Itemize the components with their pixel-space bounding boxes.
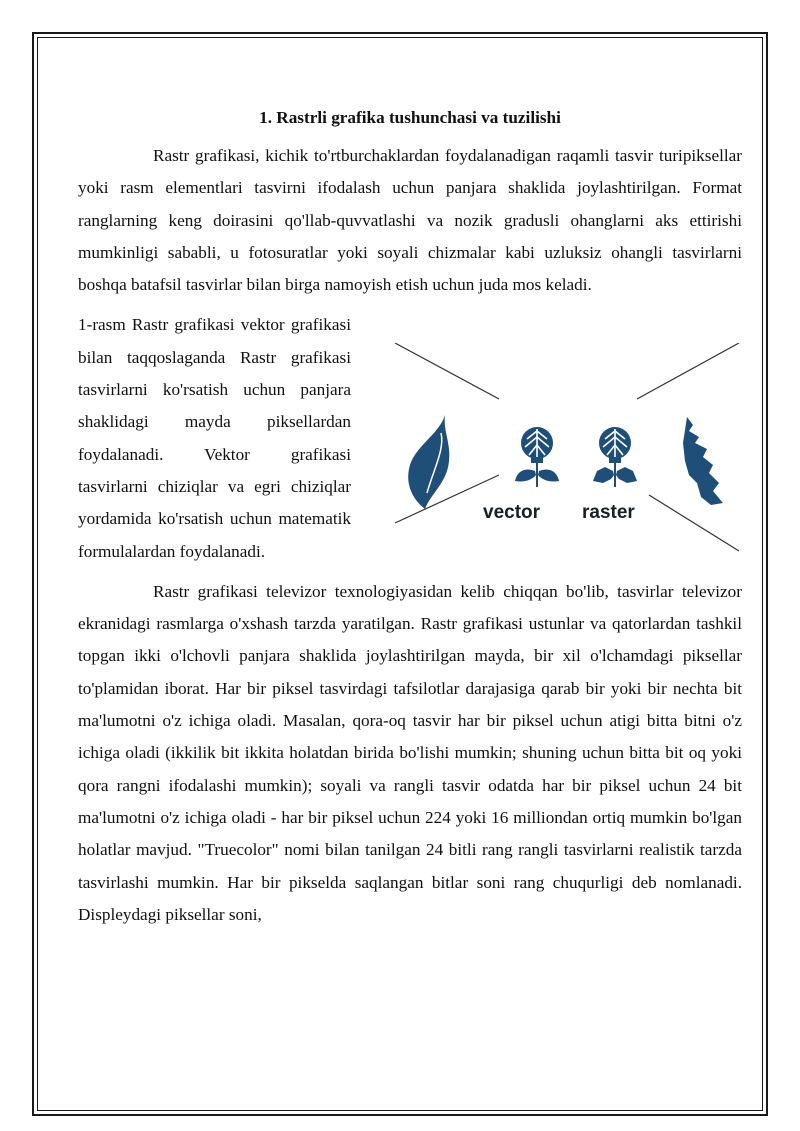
figure-block: [78, 309, 742, 567]
leaf-vector-icon: [408, 415, 449, 509]
paragraph-intro: Rastr grafikasi, kichik to'rtburchaklardan foydalanadigan raqamli tasvir turipiksellar yoki rasm elementlari tasvirni ifodalash uchun panjara shaklida joylashtirilgan. Format ranglarning keng doirasini qo'llab-quvvatlashi va nozik gradusli ohanglarni aks ettirishi mumkinligi sababli, u fotosuratlar yoki soyali chizmalar kabi uzluksiz ohangli tasvirlarni boshqa batafsil tasvirlar bilan birga namoyish etish uchun juda mos keladi.: [78, 146, 742, 295]
left-top-line: [395, 343, 499, 399]
vector-raster-illustration: [387, 343, 742, 559]
leaf-raster-icon: [683, 417, 723, 505]
thistle-vector-icon: [515, 427, 559, 487]
paragraph-body: Rastr grafikasi televizor texnologiyasidan kelib chiqqan bo'lib, tasvirlar televizor ekranidagi rasmlarga o'xshash tarzda yaratilgan. Rastr grafikasi ustunlar va qatorlardan tashkil topgan ikki o'lchovli panjara shaklida joylashtirilgan mayda, bir xil o'lchamdagi piksellar to'plamidan iborat. Har bir piksel tasvirdagi tafsilotlar darajasiga qarab bir yoki bir nechta bit ma'lumotni o'z ichiga oladi. Masalan, qora-oq tasvir har bir piksel uchun atigi bitta bitni o'z ichiga oladi (ikkilik bit ikkita holatdan birida bo'lishi mumkin; shuning uchun bitta bit oq yoki qora rangni ifodalashi mumkin); soyali va rangli tasvir odatda har bir piksel uchun 24 bit ma'lumotni o'z ichiga oladi - har bir piksel uchun 224 yoki 16 milliondan ortiq mumkin bo'lgan holatlar mavjud. "Truecolor" nomi bilan tanilgan 24 bitli rang rangli tasvirlarni realistik tarzda tasvirlashi mumkin. Har bir pikselda saqlangan bitlar soni rang chuqurligi deb nomlanadi. Displeydagi piksellar soni,: [78, 581, 742, 924]
label-raster: raster: [582, 502, 635, 524]
thistle-raster-icon: [593, 427, 637, 487]
figure-caption: 1-rasm Rastr grafikasi vektor grafikasi bilan taqqoslaganda Rastr grafikasi tasvirlarni ko'rsatish uchun panjara shaklidagi mayda piksellardan foydalanadi. Vektor grafikasi tasvirlarni chiziqlar va egri chiziqlar yordamida ko'rsatish uchun matematik formulalardan foydalanadi.: [78, 315, 351, 561]
right-top-line: [637, 343, 739, 399]
vector-raster-svg: [387, 343, 742, 559]
document-body: [78, 104, 742, 931]
right-bottom-line: [649, 495, 739, 551]
label-vector: vector: [483, 502, 541, 524]
section-heading: 1. Rastrli grafika tushunchasi va tuzilishi: [259, 108, 561, 127]
